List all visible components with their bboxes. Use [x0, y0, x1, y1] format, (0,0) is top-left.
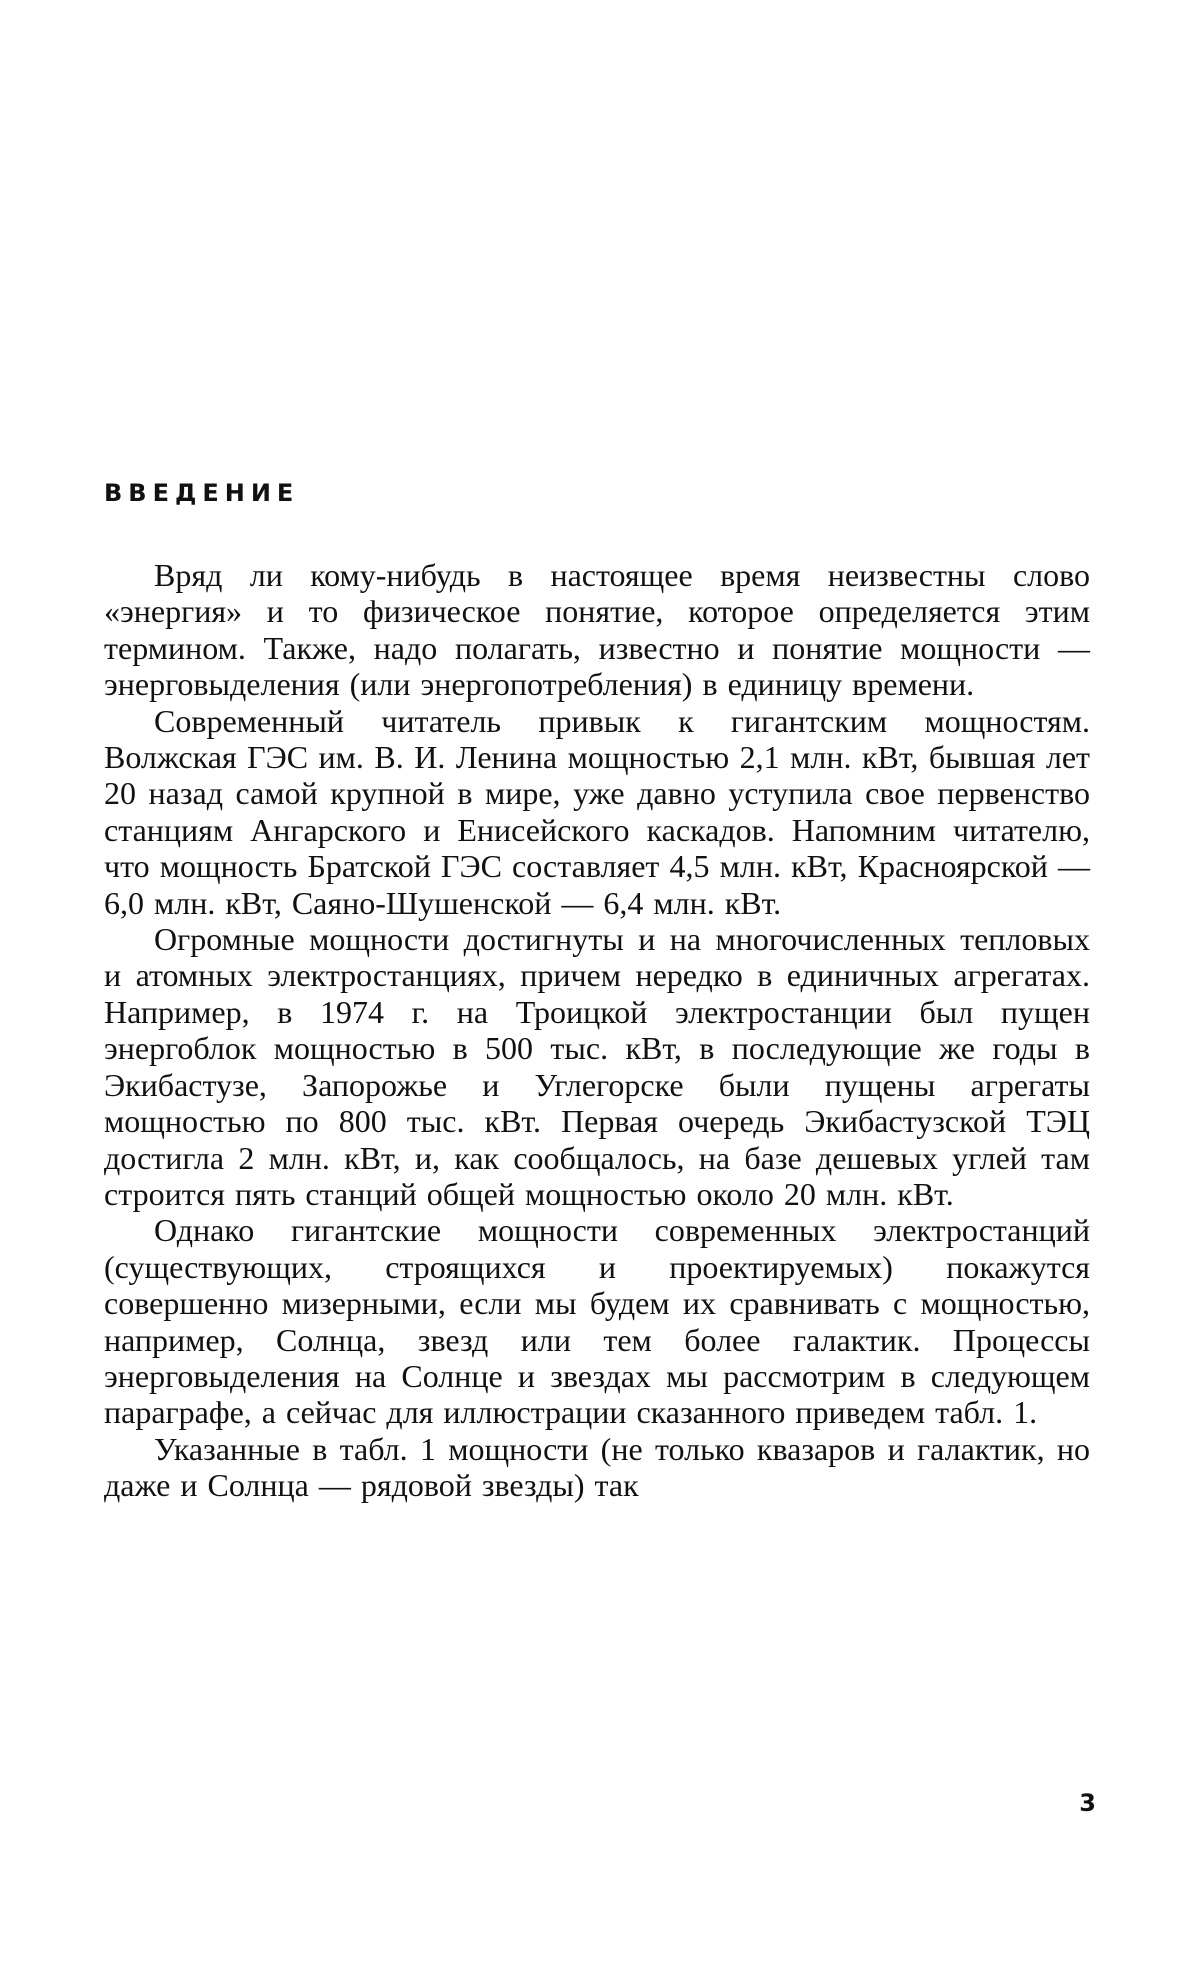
- page-number: 3: [1079, 1789, 1096, 1817]
- paragraph: Современный читатель привык к гигантским мощностям. Волжская ГЭС им. В. И. Ленина мощностью 2,1 млн. кВт, бывшая лет 20 назад самой крупной в мире, уже давно уступила свое первенство станциям Ангарского и Енисейского каскадов. Напомним читателю, что мощность Братской ГЭС составляет 4,5 млн. кВт, Красноярской — 6,0 млн. кВт, Саяно-Шушенской — 6,4 млн. кВт.: [104, 702, 1090, 921]
- paragraph: Вряд ли кому-нибудь в настоящее время неизвестны слово «энергия» и то физическое понятие, которое определяется этим термином. Также, надо полагать, известно и понятие мощности — энерговыделения (или энергопотребления) в единицу времени.: [104, 557, 1090, 703]
- paragraph: Огромные мощности достигнуты и на многочисленных тепловых и атомных электростанциях, причем нередко в единичных агрегатах. Например, в 1974 г. на Троицкой электростанции был пущен энергоблок мощностью в 500 тыс. кВт, в последующие же годы в Экибастузе, Запорожье и Углегорске были пущены агрегаты мощностью по 800 тыс. кВт. Первая очередь Экибастузской ТЭЦ достигла 2 млн. кВт, и, как сообщалось, на базе дешевых углей там строится пять станций общей мощностью около 20 млн. кВт.: [104, 921, 1090, 1212]
- paragraph: Однако гигантские мощности современных электростанций (существующих, строящихся и проектируемых) покажутся совершенно мизерными, если мы будем их сравнивать с мощностью, например, Солнца, звезд или тем более галактик. Процессы энерговыделения на Солнце и звездах мы рассмотрим в следующем параграфе, а сейчас для иллюстрации сказанного приведем табл. 1.: [104, 1212, 1090, 1431]
- paragraph: Указанные в табл. 1 мощности (не только квазаров и галактик, но даже и Солнца — рядовой звезды) так: [104, 1430, 1090, 1504]
- body-text: [104, 557, 1090, 1504]
- section-heading: ВВЕДЕНИЕ: [104, 479, 300, 507]
